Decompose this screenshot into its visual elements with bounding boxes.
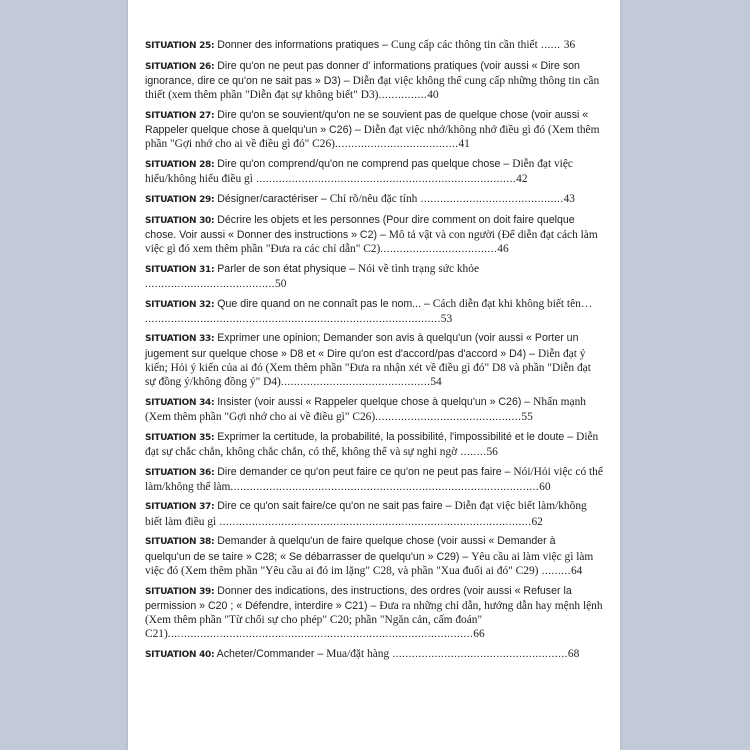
toc-entry-situation-35 (145, 430, 603, 459)
toc-entry-situation-33 (145, 331, 603, 389)
vietnamese-title: Diễn đạt việc nhớ/không nhớ điều gì đó (Xem thêm phần "Gợi nhớ cho ai về điều gì đó" C26) (145, 124, 600, 151)
vietnamese-title: Cách diễn đạt khi không biết tên… (432, 297, 593, 310)
toc-entry-situation-27 (145, 108, 603, 152)
vietnamese-title: Mua/đặt hàng (326, 647, 390, 660)
french-title: Exprimer la certitude, la probabilité, la possibilité, l'impossibilité et le doute – (214, 430, 577, 443)
situation-label: SITUATION 35: (145, 432, 215, 443)
page-number: 36 (563, 39, 576, 51)
toc-entry-situation-32 (145, 297, 603, 326)
toc-entry-situation-34 (145, 395, 603, 424)
dot-leader: ........................................................................................... (145, 312, 441, 325)
dot-leader: ......... (538, 564, 571, 577)
dot-leader: ...................................... (334, 138, 459, 151)
situation-label: SITUATION 28: (145, 159, 215, 170)
situation-label: SITUATION 29: (145, 194, 215, 205)
toc-entry-situation-26 (145, 59, 603, 103)
toc-entry-situation-28 (145, 157, 603, 186)
vietnamese-title: Nhấn mạnh (Xem thêm phần "Gợi nhớ cho ai về điều gì" C26) (145, 395, 586, 423)
page-number: 64 (570, 564, 583, 577)
french-title: Donner des informations pratiques – (214, 39, 391, 51)
situation-label: SITUATION 40: (145, 649, 215, 660)
toc-entry-situation-30 (145, 213, 603, 257)
page-number: 60 (539, 480, 551, 493)
situation-label: SITUATION 36: (145, 467, 215, 478)
dot-leader: .............................................................................................. (167, 628, 474, 641)
situation-label: SITUATION 33: (145, 334, 215, 345)
toc-entry-situation-38 (145, 534, 603, 578)
vietnamese-title: Diễn đạt ý kiến; Hỏi ý kiến của ai đó (Xem thêm phần "Đưa ra nhận xét về điều gì đó" D8 và phần "Diễn đạt sự đồng ý/không đồng ý" D4) (145, 347, 591, 389)
situation-label: SITUATION 37: (145, 502, 215, 513)
french-title: Acheter/Commander – (214, 647, 327, 660)
page-number: 43 (563, 192, 575, 205)
page-number: 66 (473, 628, 485, 641)
dot-leader: ...... (537, 39, 564, 51)
vietnamese-title: Mô tả vật và con người (Để diễn đạt cách làm việc gì đó xem thêm phần "Đưa ra các chỉ dẫn" C2) (145, 228, 598, 255)
french-title: Insister (voir aussi « Rappeler quelque chose à quelqu'un » C26) – (214, 395, 534, 408)
french-title: Parler de son état physique – (214, 262, 358, 275)
vietnamese-title: Chỉ rõ/nêu đặc tính (329, 192, 418, 205)
situation-label: SITUATION 39: (145, 586, 215, 597)
book-page (128, 0, 620, 750)
dot-leader: ............................................................................................... (230, 480, 540, 493)
french-title: Dire qu'on comprend/qu'on ne comprend pas quelque chose – (214, 157, 513, 170)
dot-leader: ........ (457, 445, 487, 458)
toc-entry-situation-25 (145, 38, 603, 53)
toc-entry-situation-29 (145, 192, 603, 207)
french-title: Dire ce qu'on sait faire/ce qu'on ne sait pas faire – (214, 500, 455, 513)
vietnamese-title: Cung cấp các thông tin cần thiết (390, 39, 538, 51)
situation-label: SITUATION 30: (145, 215, 215, 226)
page-number: 54 (430, 376, 442, 389)
page-number: 42 (516, 173, 528, 186)
dot-leader: .................................... (380, 242, 498, 255)
page-number: 56 (486, 445, 498, 458)
page-number: 53 (440, 312, 453, 325)
page-number: 62 (531, 515, 543, 528)
dot-leader: ................................................................................................ (216, 515, 532, 528)
vietnamese-title: Yêu cầu ai làm việc gì làm việc đó (Xem thêm phần "Yêu cầu ai đó im lặng" C28, và phần "Xua đuổi ai đó" C29) (145, 550, 594, 577)
vietnamese-title: Đưa ra những chỉ dẫn, hướng dẫn hay mệnh lệnh (Xem thêm phần "Từ chối sự cho phép" C20; phần "Ngăn cản, cấm đoán" C21) (145, 599, 603, 641)
french-title: Demander à quelqu'un de faire quelque chose (voir aussi « Demander à quelqu'un de se taire » C28; « Se débarrasser de quelqu'un » C29) – (145, 535, 556, 563)
french-title: Décrire les objets et les personnes (Pour dire comment on doit faire quelque chose. Voir aussi « Donner des instructions » C2) – (145, 213, 575, 241)
situation-label: SITUATION 25: (145, 41, 215, 51)
toc-entry-situation-36 (145, 465, 603, 494)
situation-label: SITUATION 38: (145, 537, 215, 548)
french-title: Dire qu'on se souvient/qu'on ne se souvient pas de quelque chose (voir aussi « Rappeler quelque chose à quelqu'un » C26) – (145, 108, 589, 137)
french-title: Que dire quand on ne connaît pas le nom... – (214, 297, 433, 310)
toc-entry-situation-40 (145, 647, 603, 662)
french-title: Dire demander ce qu'on peut faire ce qu'on ne peut pas faire – (214, 465, 514, 478)
french-title: Dire qu'on ne peut pas donner d' informations pratiques (voir aussi « Dire son ignorance, dire ce qu'on ne sait pas » D3) – (145, 59, 580, 87)
situation-label: SITUATION 27: (145, 110, 215, 121)
french-title: Désigner/caractériser – (214, 192, 330, 205)
vietnamese-title: Diễn đạt việc hiểu/không hiểu điều gì (145, 157, 573, 186)
dot-leader: ............................................. (375, 410, 522, 423)
french-title: Donner des indications, des instructions, des ordres (voir aussi « Refuser la permission » C20 ; « Défendre, interdire » C21) – (145, 584, 572, 612)
situation-label: SITUATION 31: (145, 264, 215, 275)
page-number: 68 (567, 647, 580, 660)
situation-label: SITUATION 26: (145, 61, 215, 72)
vietnamese-title: Diễn đạt sự chắc chắn, không chắc chắn, có thể, không thể và sự nghi ngờ (145, 430, 599, 458)
vietnamese-title: Nói/Hỏi việc có thể làm/không thể làm (145, 465, 603, 493)
page-number: 55 (521, 410, 533, 423)
dot-leader: .............................................. (280, 376, 431, 389)
table-of-contents (145, 38, 603, 668)
vietnamese-title: Diễn đạt việc không thể cung cấp những thông tin cần thiết (xem thêm phần "Diễn đạt sự không biết" D3) (145, 74, 600, 102)
toc-entry-situation-31 (145, 262, 603, 291)
page-number: 40 (427, 89, 439, 102)
dot-leader: ............... (378, 89, 428, 102)
dot-leader: ...................................................... (389, 647, 568, 660)
dot-leader: ............................................ (417, 192, 564, 205)
toc-entry-situation-39 (145, 584, 603, 642)
vietnamese-title: Nói về tình trạng sức khỏe (358, 262, 480, 275)
situation-label: SITUATION 32: (145, 299, 215, 310)
toc-entry-situation-37 (145, 499, 603, 528)
page-number: 50 (275, 277, 287, 290)
page-number: 41 (458, 138, 470, 151)
dot-leader: ........................................ (145, 277, 275, 290)
french-title: Exprimer une opinion; Demander son avis à quelqu'un (voir aussi « Porter un jugement sur quelque chose » D8 et « Dire qu'on est d'accord/pas d'accord » D4) – (145, 332, 579, 360)
vietnamese-title: Diễn đạt việc biết làm/không biết làm điều gì (145, 500, 587, 528)
page-number: 46 (497, 242, 509, 255)
dot-leader: ................................................................................ (252, 173, 517, 186)
situation-label: SITUATION 34: (145, 397, 215, 408)
